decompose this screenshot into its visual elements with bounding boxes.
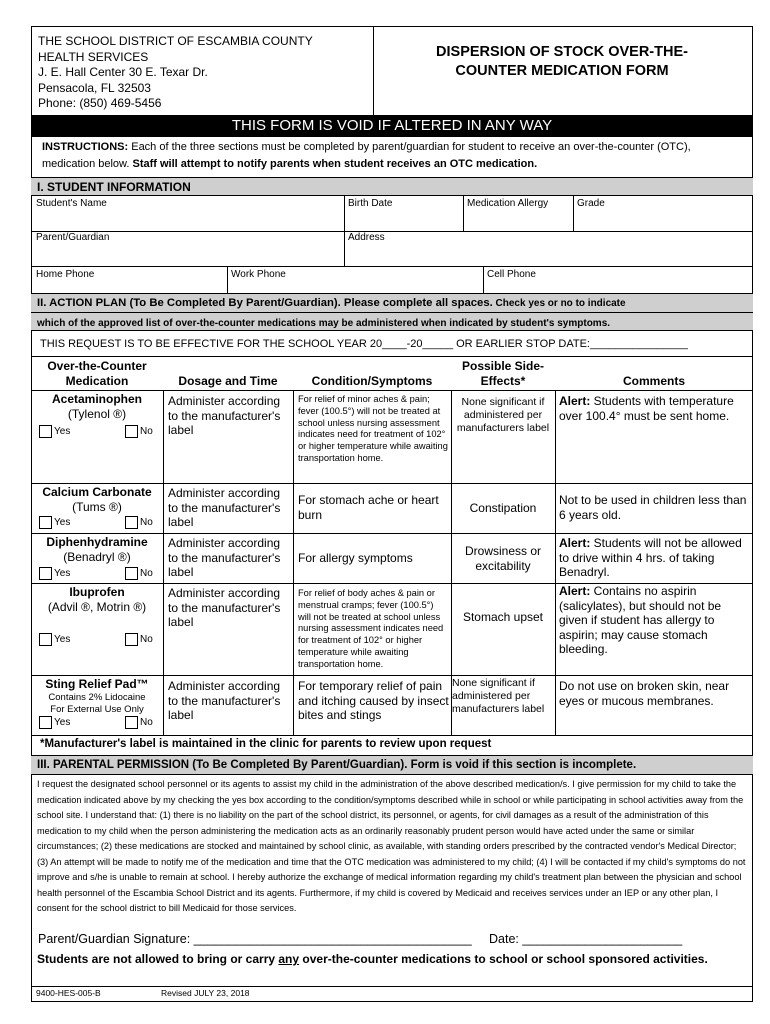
checkbox-square[interactable] [39, 567, 52, 580]
col-header-side-effects: Possible Side-Effects* [461, 359, 545, 388]
col-header-dosage: Dosage and Time [178, 374, 278, 388]
permission-text: I request the designated school personnel or its agents to assist my child in the administration of the above described medication/s. I give permission for my child to take the medication indicated above by my checking the yes box according to the condition/symptoms described while in school or while participating in school activities away from the school site. I understand that: (1) there is no liability on the part of the school district, its personnel, or agents, for civil damages as a result of the administration of this medication to my child when the person administering the medication acts as an ordinarily reasonably prudent person would have acted under the same or similar circumstances; (2) these medications are stocked and maintained by school clinic, as available, with standing orders prescribed by the contracted vendor's Medical Director; (3) An attempt will be made to notify me of the medication and time that the OTC medication was administered to my child; (4) I will be contacted if my child's symptoms do not improve and s/he is unable to remain at school. I hereby authorize the exchange of medical information regarding my child's treatment plan between the physician and school health personnel of the Escambia School District and its agents. Furthermore, if my child is covered by Medicaid and receives services under an IEP or any other plan, I consent for the school district to bill Medicaid for those services. [37, 779, 746, 913]
side-effects-text: None significant if administered per manufacturers label [452, 677, 545, 715]
instructions-text: Each of the three sections must be completed by parent/guardian for student to receive an over-the-counter (OTC), medication below. [42, 141, 691, 170]
divider [31, 675, 753, 676]
section-2-title-tail: Check yes or no to indicate [492, 298, 626, 309]
divider [31, 735, 753, 736]
signature-line[interactable]: Parent/Guardian Signature: ________________________________________ [38, 932, 472, 946]
divider [31, 986, 753, 987]
checkbox-square[interactable] [125, 633, 138, 646]
org-line: Phone: (850) 469-5456 [38, 96, 162, 110]
org-line: Pensacola, FL 32503 [38, 80, 151, 95]
birth-date-field[interactable]: Birth Date [348, 198, 393, 209]
form-title-line: COUNTER MEDICATION FORM [455, 63, 669, 79]
med-name: Ibuprofen [69, 585, 125, 599]
checkbox-square[interactable] [39, 633, 52, 646]
divider [555, 390, 556, 735]
revision-date: Revised JULY 23, 2018 [161, 988, 250, 998]
yes-label: Yes [54, 517, 71, 529]
divider [227, 266, 228, 293]
grade-field[interactable]: Grade [577, 198, 605, 209]
divider [31, 390, 753, 391]
dosage-text: Administer according to the manufacturer's label [168, 536, 281, 579]
divider [293, 390, 294, 735]
parent-guardian-field[interactable]: Parent/Guardian [36, 232, 110, 243]
no-checkbox[interactable] [125, 516, 153, 529]
comment-body: Contains no aspirin (salicylates), but should not be given if student has allergy to aspirin; may cause stomach bleeding. [559, 584, 722, 656]
med-brand: (Tylenol ®) [67, 407, 127, 421]
instructions-bold-text: Staff will attempt to notify parents when student receives an OTC medication. [132, 158, 538, 170]
side-effects-text: Constipation [469, 501, 537, 515]
section-2-subtitle: which of the approved list of over-the-counter medications may be administered when indicated by student's symptoms. [37, 317, 611, 329]
district-address-block [38, 34, 313, 112]
no-checkbox[interactable] [125, 716, 153, 729]
form-number: 9400-HES-005-B [36, 988, 101, 998]
comment-text [559, 394, 749, 423]
no-label: No [140, 717, 153, 729]
condition-text: For relief of body aches & pain or menstrual cramps; fever (100.5°) will not be treated at school unless nursing assessment indicates need for treatment of 102° or higher temperature while awaiting transportation home. [298, 588, 444, 669]
divider [31, 312, 753, 313]
address-field[interactable]: Address [348, 232, 385, 243]
divider [163, 390, 164, 735]
section-1-header: I. STUDENT INFORMATION [31, 177, 753, 196]
no-label: No [140, 426, 153, 438]
date-line[interactable]: Date: _______________________ [489, 932, 683, 946]
comment-body: Do not use on broken skin, near eyes or mucous membranes. [559, 679, 730, 708]
no-label: No [140, 568, 153, 580]
warning-emphasis: any [278, 952, 300, 966]
checkbox-square[interactable] [39, 716, 52, 729]
form-title [377, 43, 747, 81]
checkbox-square[interactable] [39, 516, 52, 529]
divider [31, 483, 753, 484]
comment-text [559, 493, 749, 522]
no-checkbox[interactable] [125, 633, 153, 646]
warning-text: over-the-counter medications to school or school sponsored activities. [299, 952, 708, 966]
divider [31, 231, 753, 232]
comment-body: Not to be used in children less than 6 years old. [559, 493, 747, 522]
med-name: Calcium Carbonate [42, 485, 152, 499]
instructions [42, 139, 742, 173]
org-line: HEALTH SERVICES [38, 49, 149, 64]
checkbox-square[interactable] [125, 425, 138, 438]
med-brand: (Benadryl ®) [63, 550, 131, 564]
divider [344, 196, 345, 231]
condition-text: For relief of minor aches & pain; fever (100.5°) will not be treated at school unless nursing assessment indicates need for treatment of 102° or higher temperature while awaiting transportation home. [298, 394, 448, 463]
divider [31, 533, 753, 534]
condition-text: For stomach ache or heart burn [298, 493, 439, 522]
col-header-comments: Comments [622, 374, 685, 388]
yes-label: Yes [54, 568, 71, 580]
no-label: No [140, 517, 153, 529]
home-phone-field[interactable]: Home Phone [36, 269, 95, 280]
med-brand: (Tums ®) [72, 500, 122, 514]
med-ibuprofen [31, 585, 163, 615]
divider [463, 196, 464, 231]
divider [483, 266, 484, 293]
work-phone-field[interactable]: Work Phone [231, 269, 286, 280]
yes-checkbox[interactable] [39, 516, 70, 529]
yes-checkbox[interactable] [39, 633, 70, 646]
instructions-label: INSTRUCTIONS: [42, 141, 129, 153]
org-line: J. E. Hall Center 30 E. Texar Dr. [38, 65, 208, 79]
side-effects-text: Drowsiness or excitability [464, 544, 542, 573]
side-effects-text: None significant if administered per manufacturers label [456, 396, 550, 434]
section-2-title: II. ACTION PLAN (To Be Completed By Parent/Guardian). Please complete all spaces. [37, 297, 493, 309]
med-name: Sting Relief Pad™ [45, 677, 149, 691]
col-header-medication: Over-the-Counter Medication [47, 359, 147, 388]
no-checkbox[interactable] [125, 425, 153, 438]
comment-text [559, 536, 749, 580]
dosage-text: Administer according to the manufacturer's label [168, 586, 281, 629]
med-brand: For External Use Only [50, 704, 144, 715]
dosage-text: Administer according to the manufacturer's label [168, 394, 281, 437]
form-title-line: DISPERSION OF STOCK OVER-THE- [436, 44, 688, 60]
col-header-condition: Condition/Symptoms [311, 374, 433, 388]
comment-text [559, 584, 751, 657]
med-calcium-carbonate [31, 485, 163, 515]
med-brand: (Advil ®, Motrin ®) [47, 600, 147, 614]
alert-label: Alert: [559, 536, 591, 550]
med-name: Acetaminophen [51, 392, 142, 406]
yes-label: Yes [54, 426, 71, 438]
student-name-field[interactable]: Student's Name [36, 198, 107, 209]
comment-body: Students will not be allowed to drive within 4 hrs. of taking Benadryl. [559, 536, 742, 579]
med-brand: Contains 2% Lidocaine [48, 692, 146, 703]
yes-label: Yes [54, 634, 71, 646]
med-acetaminophen [31, 392, 163, 422]
condition-text: For temporary relief of pain and itching caused by insect bites and stings [298, 679, 449, 722]
header-divider [373, 26, 374, 115]
medication-allergy-field[interactable]: Medication Allergy [467, 198, 549, 209]
yes-checkbox[interactable] [39, 425, 70, 438]
section-3-header: III. PARENTAL PERMISSION (To Be Completed By Parent/Guardian). Form is void if this section is incomplete. [31, 755, 753, 775]
checkbox-square[interactable] [39, 425, 52, 438]
med-sting-relief-pad [31, 677, 163, 716]
divider [31, 356, 753, 357]
checkbox-square[interactable] [125, 567, 138, 580]
comment-text [559, 679, 749, 708]
condition-text: For allergy symptoms [298, 551, 413, 565]
med-diphenhydramine [31, 535, 163, 565]
dosage-text: Administer according to the manufacturer's label [168, 679, 281, 722]
side-effects-text: Stomach upset [462, 610, 544, 624]
yes-checkbox[interactable] [39, 716, 70, 729]
manufacturer-label-footnote: *Manufacturer's label is maintained in the clinic for parents to review upon request [40, 738, 492, 750]
warning-text: Students are not allowed to bring or carry [37, 952, 279, 966]
alert-label: Alert: [559, 394, 591, 408]
otc-carry-warning [37, 950, 742, 968]
checkbox-square[interactable] [125, 716, 138, 729]
org-line: THE SCHOOL DISTRICT OF ESCAMBIA COUNTY [38, 34, 313, 48]
divider [344, 231, 345, 266]
yes-checkbox[interactable] [39, 567, 70, 580]
comment-body: Students with temperature over 100.4° must be sent home. [559, 394, 734, 423]
checkbox-square[interactable] [125, 516, 138, 529]
yes-label: Yes [54, 717, 71, 729]
med-name: Diphenhydramine [46, 535, 148, 549]
cell-phone-field[interactable]: Cell Phone [487, 269, 536, 280]
divider [573, 196, 574, 231]
no-label: No [140, 634, 153, 646]
alert-label: Alert: [559, 584, 591, 598]
divider [31, 266, 753, 267]
void-banner: THIS FORM IS VOID IF ALTERED IN ANY WAY [31, 115, 753, 137]
no-checkbox[interactable] [125, 567, 153, 580]
effective-year-line[interactable]: THIS REQUEST IS TO BE EFFECTIVE FOR THE SCHOOL YEAR 20____-20_____ OR EARLIER STOP DATE:________________ [40, 338, 688, 350]
dosage-text: Administer according to the manufacturer's label [168, 486, 281, 529]
